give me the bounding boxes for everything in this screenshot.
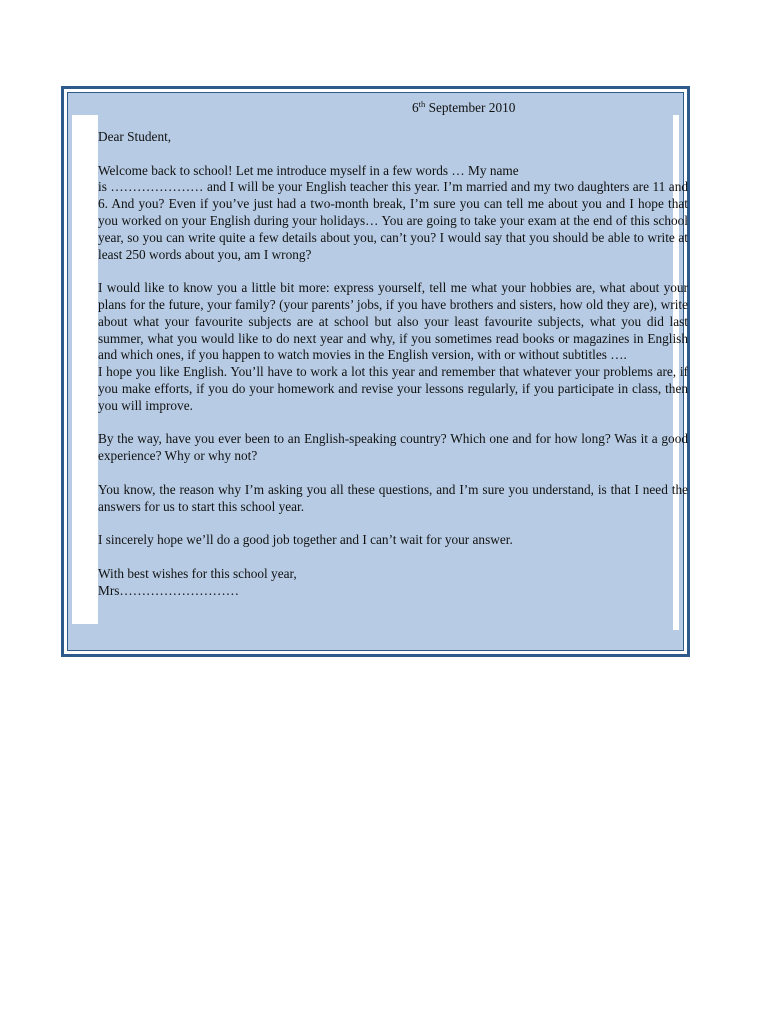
left-margin-strip (72, 115, 98, 624)
paragraph-english: I hope you like English. You’ll have to work a lot this year and remember that whatever your problems are, if you make efforts, if you do your homework and revise your lessons regularly, if you participate in class, then you will improve. (98, 364, 688, 413)
paragraph-intro-rest: is ………………… and I will be your English teacher this year. I’m married and my two daughters are 11 and 6. And you? Even if you’ve just had a two-month break, I’m sure you can tell me about you and I hope that you worked on your English during your holidays… You are going to take your exam at the end of this school year, so you can write quite a few details about you, can’t you? I would say that you should be able to write at least 250 words about you, am I wrong? (98, 179, 688, 262)
letter-frame-inner (67, 92, 688, 651)
letter-frame (61, 86, 690, 657)
letter-date: 6th September 2010 (412, 99, 516, 115)
paragraph-about-you: I would like to know you a little bit more: express yourself, tell me what your hobbies are, what about your plans for the future, your family? (your parents’ jobs, if you have brothers and sisters, how old they are), write about what your favourite subjects are at school but also your least favourite subjects, what you did last summer, what you would like to do next year and why, if you sometimes read books or magazines in English and which ones, if you happen to watch movies in the English version, with or without subtitles …. (98, 280, 688, 363)
greeting: Dear Student, (98, 129, 172, 144)
paragraph-intro-line1: Welcome back to school! Let me introduce myself in a few words … My name (98, 162, 519, 178)
letter-body (98, 101, 688, 599)
date-ordinal-suffix: th (418, 99, 426, 109)
signature: Mrs……………………… (98, 582, 240, 598)
paragraph-travel: By the way, have you ever been to an English-speaking country? Which one and for how long? Was it a good experience? Why or why not? (98, 431, 688, 464)
closing: With best wishes for this school year, (98, 565, 297, 581)
paragraph-hope: I sincerely hope we’ll do a good job together and I can’t wait for your answer. (98, 532, 513, 548)
paragraph-reason: You know, the reason why I’m asking you all these questions, and I’m sure you understand, is that I need the answers for us to start this school year. (98, 481, 688, 514)
paragraph-intro (98, 163, 688, 180)
